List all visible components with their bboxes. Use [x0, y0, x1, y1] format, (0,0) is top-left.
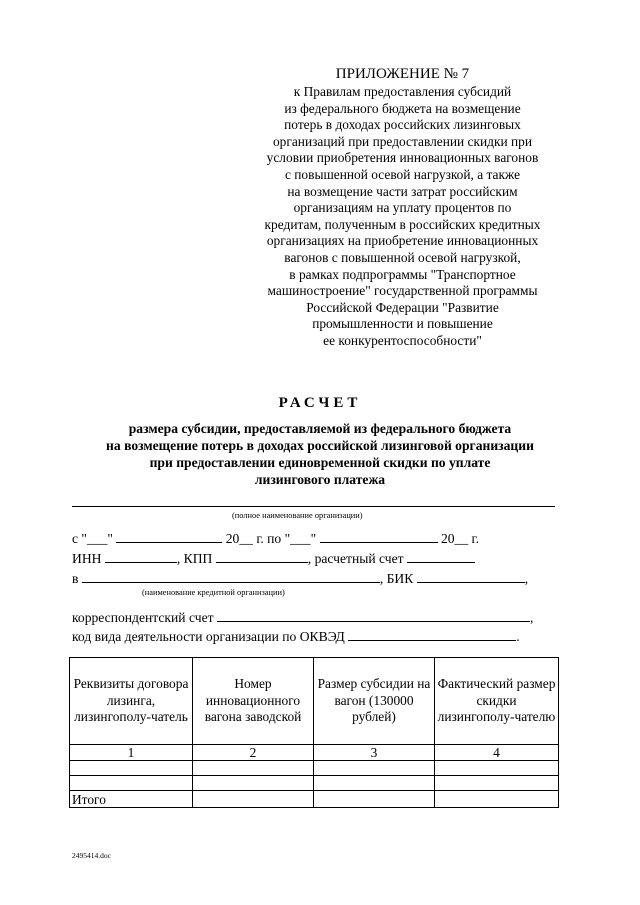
header-subsidy-amount: Размер субсидии на вагон (130000 рублей) [314, 658, 435, 745]
inn-field[interactable] [105, 550, 177, 563]
subtitle-line: на возмещение потерь в доходах российской лизинговой организации [106, 438, 534, 453]
period-from-month-field[interactable] [116, 530, 222, 543]
period-to-year-label: 20__ г. [440, 531, 479, 546]
okved-label: код вида деятельности организации по ОКВЭД [72, 629, 345, 644]
appendix-line: в рамках подпрограммы "Транспортное [289, 266, 516, 282]
footer-file-name: 2495414.doc [72, 851, 111, 860]
table-cell[interactable] [70, 776, 193, 791]
appendix-block [240, 65, 565, 350]
period-to-month-field[interactable] [320, 530, 438, 543]
table-cell[interactable] [193, 776, 314, 791]
column-number: 1 [70, 745, 193, 761]
organization-name-field[interactable] [72, 506, 555, 507]
account-label: , расчетный счет [307, 551, 404, 566]
column-number: 4 [435, 745, 559, 761]
table-cell[interactable] [193, 761, 314, 776]
organization-caption: (полное наименование организации) [232, 511, 363, 520]
table-row [70, 761, 559, 776]
inn-kpp-line [72, 550, 475, 567]
account-field[interactable] [407, 550, 475, 563]
kpp-field[interactable] [216, 550, 308, 563]
document-title: РАСЧЕТ [278, 395, 362, 411]
bik-label: , БИК [379, 571, 414, 586]
appendix-line: потерь в доходах российских лизинговых [284, 117, 521, 133]
table-cell[interactable] [435, 776, 559, 791]
appendix-line: Российской Федерации "Развитие [306, 299, 499, 315]
table-number-row [70, 745, 559, 761]
corr-account-label: корреспондентский счет [72, 610, 214, 625]
total-label: Итого [70, 791, 193, 808]
table-header-row [70, 658, 559, 745]
okved-field[interactable] [348, 628, 516, 641]
okved-line [72, 628, 520, 645]
table-cell[interactable] [435, 791, 559, 808]
appendix-line: из федерального бюджета на возмещение [284, 100, 521, 116]
appendix-line: к Правилам предоставления субсидий [293, 84, 512, 99]
kpp-label: , КПП [176, 551, 213, 566]
table-cell[interactable] [435, 761, 559, 776]
column-number: 2 [193, 745, 314, 761]
table-cell[interactable] [314, 776, 435, 791]
bank-name-field[interactable] [82, 570, 380, 583]
appendix-line: вагонов с повышенной осевой нагрузкой, [284, 249, 521, 265]
table-row [70, 776, 559, 791]
header-actual-discount: Фактический размер скидки лизингополу-чателю [435, 658, 559, 745]
appendix-heading: ПРИЛОЖЕНИЕ № 7 [335, 66, 470, 82]
inn-label: ИНН [72, 551, 102, 566]
period-line [72, 530, 479, 547]
calculation-table [69, 657, 559, 808]
bank-bik-line [72, 570, 528, 587]
appendix-line: с повышенной осевой нагрузкой, а также [284, 166, 521, 182]
subtitle-line: размера субсидии, предоставляемой из федерального бюджета [128, 421, 512, 436]
document-subtitle [60, 420, 580, 488]
header-wagon-number: Номер инновационного вагона заводской [193, 658, 314, 745]
bik-field[interactable] [417, 570, 525, 583]
appendix-line: организациях на приобретение инновационных [266, 233, 539, 249]
table-cell[interactable] [70, 761, 193, 776]
period-from-label: с "___" [72, 531, 113, 546]
bank-caption: (наименование кредитной организации) [142, 588, 285, 597]
period-from-year-label: 20__ г. по "___" [225, 531, 317, 546]
header-contract: Реквизиты договора лизинга, лизингополу-чатель [70, 658, 193, 745]
table-total-row [70, 791, 559, 808]
appendix-line: промышленности и повышение [312, 316, 493, 332]
column-number: 3 [314, 745, 435, 761]
appendix-line: на возмещение части затрат российским [287, 183, 518, 199]
bik-comma: , [524, 571, 529, 586]
subtitle-line: лизингового платежа [254, 472, 386, 487]
table-cell[interactable] [314, 761, 435, 776]
appendix-line: машиностроение" государственной программы [267, 283, 538, 299]
appendix-line: ее конкурентоспособности" [323, 332, 482, 348]
corr-account-line [72, 609, 533, 626]
okved-period: . [516, 629, 520, 644]
table-cell[interactable] [314, 791, 435, 808]
subtitle-line: при предоставлении единовременной скидки по уплате [149, 455, 491, 470]
bank-prefix-label: в [72, 571, 79, 586]
appendix-line: кредитам, полученным в российских кредитных [264, 216, 541, 232]
appendix-line: организациям на уплату процентов по [293, 200, 512, 216]
corr-account-field[interactable] [217, 609, 530, 622]
corr-account-comma: , [529, 610, 534, 625]
table-cell[interactable] [193, 791, 314, 808]
appendix-line: организаций при предоставлении скидки при [272, 133, 533, 149]
appendix-line: условии приобретения инновационных вагонов [266, 150, 539, 166]
